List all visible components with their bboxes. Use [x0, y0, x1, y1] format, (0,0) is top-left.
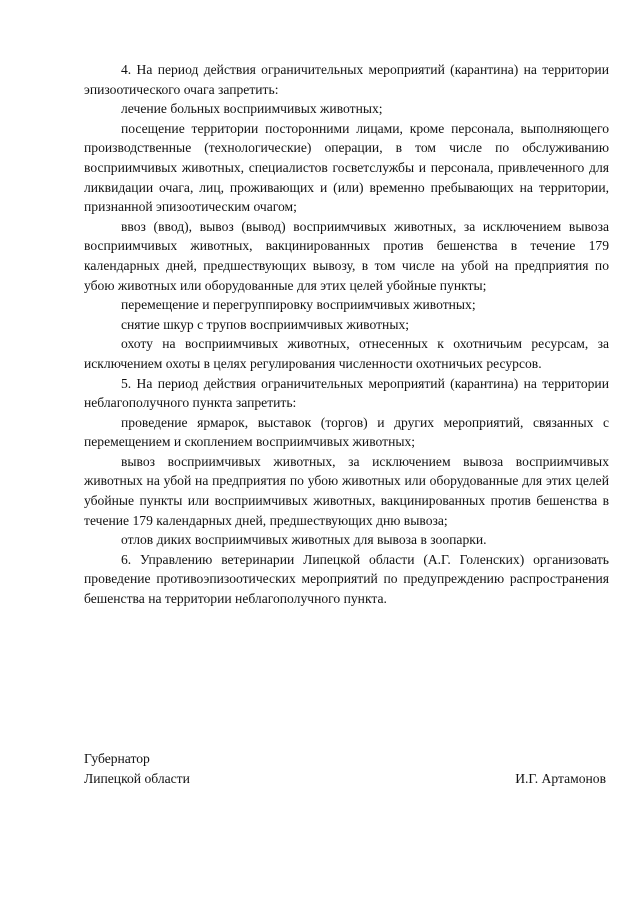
signature-row [84, 769, 609, 789]
paragraph-fairs-ban: проведение ярмарок, выставок (торгов) и других мероприятий, связанных с перемещением и скоплением восприимчивых животных; [84, 414, 609, 450]
paragraph-item-4: 4. На период действия ограничительных мероприятий (карантина) на территории эпизоотического очага запретить: [84, 62, 609, 97]
signature-name: И.Г. Артамонов [515, 770, 606, 786]
signature-title-line2: Липецкой области [84, 770, 190, 786]
signature-title-line1: Губернатор [84, 751, 150, 766]
document-body [84, 60, 609, 609]
paragraph-hunting-ban: охоту на восприимчивых животных, отнесенных к охотничьим ресурсам, за исключением охоты в целях регулирования численности охотничьих ресурсов. [84, 336, 609, 371]
paragraph-treatment-ban: лечение больных восприимчивых животных; [121, 101, 383, 117]
paragraph-item-5: 5. На период действия ограничительных мероприятий (карантина) на территории неблагополучного пункта запретить: [84, 375, 609, 411]
paragraph-capture-ban: отлов диких восприимчивых животных для вывоза в зоопарки. [121, 532, 487, 548]
paragraph-visit-ban: посещение территории посторонними лицами, кроме персонала, выполняющего производственные (технологические) операции, в том числе по обслуживанию восприимчивых животных, специалистов госветслужбы и персонала, привлеченного для ликвидации очага, лиц, проживающих и (или) временно пребывающих на территории, признанной эпизоотическим очагом; [84, 120, 609, 215]
paragraph-skinning-ban: снятие шкур с трупов восприимчивых животных; [121, 316, 410, 332]
paragraph-export-ban: вывоз восприимчивых животных, за исключением вывоза восприимчивых животных на убой на предприятия по убою животных или оборудованные для этих целей убойные пункты или восприимчивых животных, вакцинированных против бешенства в течение 179 календарных дней, предшествующих дню вывоза; [84, 453, 609, 528]
signature-block [84, 749, 609, 788]
paragraph-item-6: 6. Управлению ветеринарии Липецкой области (А.Г. Голенских) организовать проведение противоэпизоотических мероприятий по предупреждению распространения бешенства на территории неблагополучного пункта. [84, 551, 609, 607]
paragraph-regrouping-ban: перемещение и перегруппировку восприимчивых животных; [121, 297, 476, 313]
paragraph-transport-ban: ввоз (ввод), вывоз (вывод) восприимчивых животных, за исключением вывоза восприимчивых животных, вакцинированных против бешенства в течение 179 календарных дней, предшествующих вывозу, в том числе на убой на предприятия по убою животных или оборудованные для этих целей убойные пункты; [84, 218, 609, 293]
